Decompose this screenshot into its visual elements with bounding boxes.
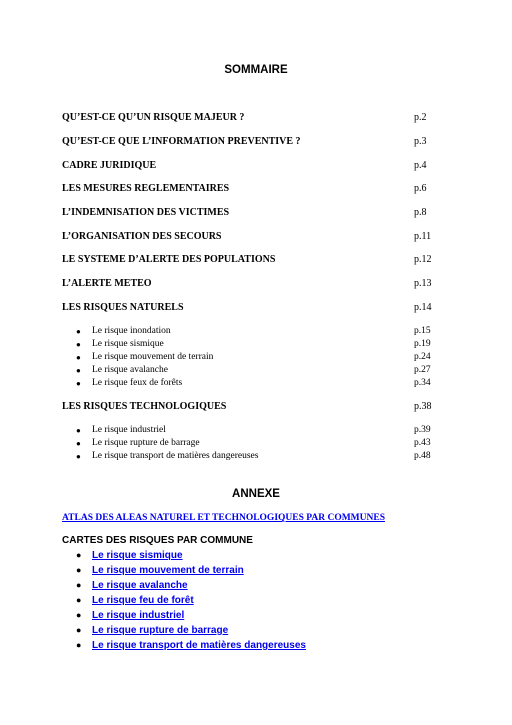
toc-entry[interactable] xyxy=(62,253,431,267)
toc-subentry-label: Le risque sismique xyxy=(92,339,164,349)
bullet-icon: ● xyxy=(76,426,81,435)
toc-subentry-page: p.19 xyxy=(414,339,431,349)
bullet-icon: ● xyxy=(76,366,81,375)
toc-subentry-label: Le risque inondation xyxy=(92,326,171,336)
map-link-mouvement-terrain[interactable]: Le risque mouvement de terrain xyxy=(92,565,244,576)
toc-subentry-label: Le risque rupture de barrage xyxy=(92,438,200,448)
toc-subentry-label: Le risque transport de matières dangereuses xyxy=(92,451,259,461)
toc-entry-page: p.11 xyxy=(414,231,432,242)
bullet-icon: ● xyxy=(76,565,82,575)
bullet-icon: ● xyxy=(76,452,81,461)
toc-subentry-page: p.39 xyxy=(414,425,431,435)
map-list-item xyxy=(62,638,362,653)
toc-subentry-label: Le risque mouvement de terrain xyxy=(92,352,214,362)
map-list-item xyxy=(62,563,362,578)
toc-entry[interactable] xyxy=(62,301,431,315)
toc-entry[interactable] xyxy=(62,206,431,220)
toc-subentry[interactable] xyxy=(62,325,431,338)
toc-subentry-label: Le risque feux de forêts xyxy=(92,378,183,388)
map-list-item xyxy=(62,623,362,638)
bullet-icon: ● xyxy=(76,379,81,388)
toc-entry-label: CADRE JURIDIQUE xyxy=(62,160,157,171)
toc-subentry[interactable] xyxy=(62,450,431,463)
toc-entry-page: p.12 xyxy=(414,254,432,265)
toc-entry[interactable] xyxy=(62,182,431,196)
bullet-icon: ● xyxy=(76,595,82,605)
map-list-item xyxy=(62,578,362,593)
toc-subentry-label: Le risque industriel xyxy=(92,425,166,435)
toc-entry-page: p.14 xyxy=(414,302,432,313)
map-link-feu-foret[interactable]: Le risque feu de forêt xyxy=(92,595,194,606)
toc-entry-label: LES RISQUES TECHNOLOGIQUES xyxy=(62,401,227,412)
map-link-rupture-barrage[interactable]: Le risque rupture de barrage xyxy=(92,625,229,636)
toc-entry-page: p.4 xyxy=(414,160,427,171)
bullet-icon: ● xyxy=(76,580,82,590)
toc-subentry-page: p.43 xyxy=(414,438,431,448)
toc-subentry[interactable] xyxy=(62,364,431,377)
toc-subentry[interactable] xyxy=(62,338,431,351)
bullet-icon: ● xyxy=(76,327,81,336)
toc-entry-page: p.6 xyxy=(414,183,427,194)
toc-entry-label: L’ORGANISATION DES SECOURS xyxy=(62,231,222,242)
toc-subentry-page: p.27 xyxy=(414,365,431,375)
map-link-industriel[interactable]: Le risque industriel xyxy=(92,610,185,621)
toc-entry-label: L’INDEMNISATION DES VICTIMES xyxy=(62,207,230,218)
atlas-link[interactable]: ATLAS DES ALEAS NATUREL ET TECHNOLOGIQUES PAR COMMUNES xyxy=(62,513,385,523)
toc-subentry-page: p.24 xyxy=(414,352,431,362)
map-list-item xyxy=(62,608,362,623)
map-list-item xyxy=(62,548,362,563)
toc-entry[interactable] xyxy=(62,135,431,149)
annex-title: ANNEXE xyxy=(232,488,280,500)
toc-subentry-label: Le risque avalanche xyxy=(92,365,168,375)
toc-subentry[interactable] xyxy=(62,424,431,437)
toc-entry[interactable] xyxy=(62,277,431,291)
toc-entry-page: p.38 xyxy=(414,401,432,412)
bullet-icon: ● xyxy=(76,610,82,620)
bullet-icon: ● xyxy=(76,625,82,635)
toc-entry-page: p.13 xyxy=(414,278,432,289)
toc-entry-label: L’ALERTE METEO xyxy=(62,278,152,289)
toc-subentry-page: p.48 xyxy=(414,451,431,461)
toc-entry[interactable] xyxy=(62,159,431,173)
toc-entry-label: LES MESURES REGLEMENTAIRES xyxy=(62,183,230,194)
toc-entry-label: LES RISQUES NATURELS xyxy=(62,302,184,313)
maps-heading: CARTES DES RISQUES PAR COMMUNE xyxy=(62,535,253,546)
map-list-item xyxy=(62,593,362,608)
map-link-sismique[interactable]: Le risque sismique xyxy=(92,550,183,561)
map-link-avalanche[interactable]: Le risque avalanche xyxy=(92,580,188,591)
toc-subentry-page: p.34 xyxy=(414,378,431,388)
toc-subentry-page: p.15 xyxy=(414,326,431,336)
toc-subentry[interactable] xyxy=(62,437,431,450)
bullet-icon: ● xyxy=(76,340,81,349)
bullet-icon: ● xyxy=(76,439,81,448)
bullet-icon: ● xyxy=(76,353,81,362)
toc-subentry[interactable] xyxy=(62,351,431,364)
toc-entry[interactable] xyxy=(62,230,431,244)
toc-entry-label: QU’EST-CE QU’UN RISQUE MAJEUR ? xyxy=(62,112,245,123)
page-title: SOMMAIRE xyxy=(224,64,288,76)
map-link-transport-matieres[interactable]: Le risque transport de matières dangereuses xyxy=(92,640,306,651)
toc-entry[interactable] xyxy=(62,400,431,414)
toc-entry-page: p.2 xyxy=(414,112,427,123)
toc-entry-label: QU’EST-CE QUE L’INFORMATION PREVENTIVE ? xyxy=(62,136,301,147)
toc-entry-label: LE SYSTEME D’ALERTE DES POPULATIONS xyxy=(62,254,276,265)
bullet-icon: ● xyxy=(76,550,82,560)
bullet-icon: ● xyxy=(76,640,82,650)
toc-entry-page: p.8 xyxy=(414,207,427,218)
toc-entry[interactable] xyxy=(62,111,431,125)
toc-subentry[interactable] xyxy=(62,377,431,390)
toc-entry-page: p.3 xyxy=(414,136,427,147)
